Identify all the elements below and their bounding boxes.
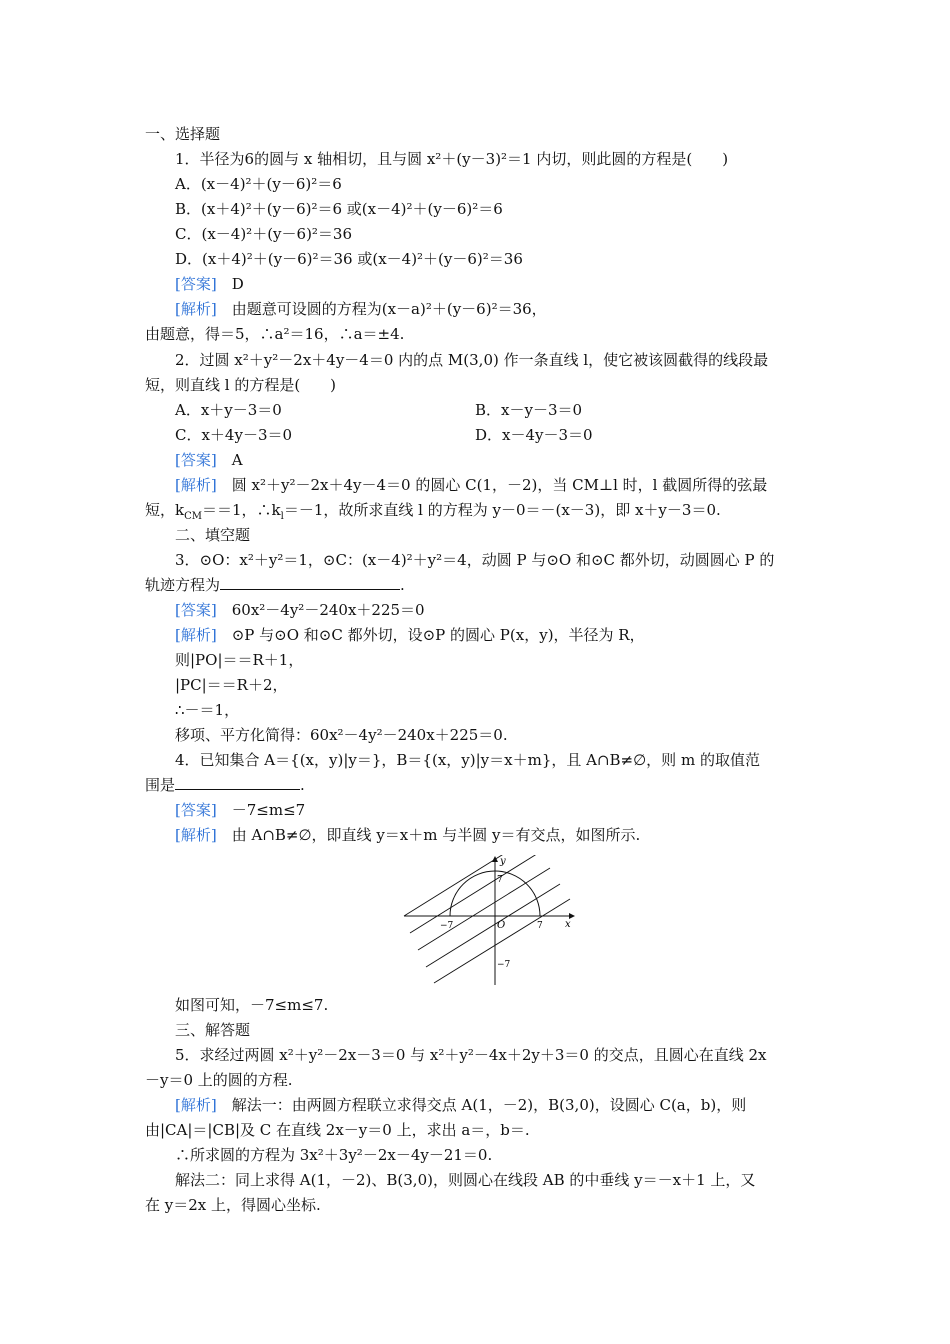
analysis-tag: [解析] bbox=[175, 1096, 217, 1114]
analysis-text: ⊙P 与⊙O 和⊙C 都外切，设⊙P 的圆心 P(x，y)，半径为 R， bbox=[231, 626, 645, 644]
answer-tag: [答案] bbox=[175, 601, 217, 619]
question-4-stem-cont: 围是 . bbox=[145, 776, 305, 794]
answer-tag: [答案] bbox=[175, 451, 217, 469]
answer-value: －7≤m≤7 bbox=[231, 801, 306, 819]
q5-analysis-line-3: ∴所求圆的方程为 3x²＋3y²－2x－4y－21＝0. bbox=[175, 1146, 493, 1164]
analysis-tag: [解析] bbox=[175, 826, 217, 844]
answer-tag: [答案] bbox=[175, 275, 217, 293]
question-4-stem: 4．已知集合 A＝{(x，y)|y＝}，B＝{(x，y)|y＝x＋m}，且 A∩B≠∅，则 m 的取值范 bbox=[175, 751, 760, 769]
x-axis-label: x bbox=[565, 919, 571, 930]
q1-option-a: A．(x－4)²＋(y－6)²＝6 bbox=[175, 175, 342, 193]
analysis-text: 由题意可设圆的方程为(x－a)²＋(y－6)²＝36， bbox=[231, 300, 547, 318]
answer-blank bbox=[175, 775, 300, 790]
question-2-stem-cont: 短，则直线 l 的方程是( ) bbox=[145, 376, 337, 394]
analysis-tag: [解析] bbox=[175, 476, 217, 494]
origin-label: O bbox=[497, 920, 506, 931]
tick-label-bottom: −7 bbox=[497, 960, 511, 970]
section-heading-choice: 一、选择题 bbox=[145, 125, 221, 143]
q3-analysis-line-2: 则|PO|＝＝R＋1， bbox=[175, 651, 304, 669]
semicircle-lines-figure bbox=[400, 855, 580, 985]
q1-option-c: C．(x－4)²＋(y－6)²＝36 bbox=[175, 225, 353, 243]
parallel-line bbox=[434, 899, 570, 983]
q4-conclusion: 如图可知，－7≤m≤7. bbox=[175, 996, 329, 1014]
q2-options-row-2 bbox=[175, 425, 840, 445]
q1-option-b: B．(x＋4)²＋(y－6)²＝6 或(x－4)²＋(y－6)²＝6 bbox=[175, 200, 503, 218]
q4-analysis bbox=[175, 825, 840, 845]
q3-analysis-line-5: 移项、平方化简得：60x²－4y²－240x＋225＝0. bbox=[175, 726, 508, 744]
parallel-line bbox=[418, 868, 550, 950]
q2-answer bbox=[175, 450, 840, 470]
q1-analysis bbox=[175, 299, 840, 319]
q1-option-d: D．(x＋4)²＋(y－6)²＝36 或(x－4)²＋(y－6)²＝36 bbox=[175, 250, 523, 268]
q5-method-2-cont: 在 y＝2x 上，得圆心坐标. bbox=[145, 1196, 321, 1214]
y-axis-label: y bbox=[500, 856, 506, 867]
answer-value: 60x²－4y²－240x＋225＝0 bbox=[231, 601, 425, 619]
tick-label-top: 7 bbox=[497, 875, 503, 885]
question-5-stem: 5．求经过两圆 x²＋y²－2x－3＝0 与 x²＋y²－4x＋2y＋3＝0 的交点，且圆心在直线 2x bbox=[175, 1046, 767, 1064]
q2-option-a: A．x＋y－3＝0 bbox=[175, 401, 282, 419]
tick-label-left: −7 bbox=[440, 921, 454, 931]
q2-analysis bbox=[175, 475, 840, 495]
analysis-text: 圆 x²＋y²－2x＋4y－4＝0 的圆心 C(1，－2)，当 CM⊥l 时，l 截圆所得的弦最 bbox=[231, 476, 768, 494]
analysis-text: 由 A∩B≠∅，即直线 y＝x＋m 与半圆 y＝有交点，如图所示. bbox=[231, 826, 641, 844]
analysis-tag: [解析] bbox=[175, 626, 217, 644]
section-heading-fill: 二、填空题 bbox=[175, 526, 251, 544]
q1-answer bbox=[175, 274, 840, 294]
parallel-line bbox=[404, 855, 510, 916]
q5-analysis bbox=[175, 1095, 840, 1115]
q3-answer bbox=[175, 600, 840, 620]
q3-analysis bbox=[175, 625, 840, 645]
q5-method-2: 解法二：同上求得 A(1，－2)、B(3,0)，则圆心在线段 AB 的中垂线 y＝－x＋1 上，又 bbox=[175, 1171, 756, 1189]
answer-value: A bbox=[231, 451, 243, 469]
q1-analysis-line-2: 由题意，得＝5，∴a²＝16，∴a＝±4. bbox=[145, 325, 405, 343]
q2-option-c: C．x＋4y－3＝0 bbox=[175, 426, 293, 444]
q2-analysis-line-2: 短，$k_{CM}==1$，$\therefore k_l=-1$，故所求直线 l 的方程为 y－0＝－(x－3)，即 x＋y－3＝0. bbox=[145, 501, 721, 522]
q2-option-b: B．x－y－3＝0 bbox=[475, 401, 583, 419]
question-5-stem-cont: －y＝0 上的圆的方程. bbox=[145, 1071, 293, 1089]
answer-tag: [答案] bbox=[175, 801, 217, 819]
q5-analysis-line-2: 由|CA|＝|CB|及 C 在直线 2x－y＝0 上，求出 a＝，b＝. bbox=[145, 1121, 530, 1139]
q2-options-row-1 bbox=[175, 400, 840, 420]
question-3-stem-cont: 轨迹方程为 . bbox=[145, 576, 405, 594]
analysis-tag: [解析] bbox=[175, 300, 217, 318]
section-heading-solve: 三、解答题 bbox=[175, 1021, 251, 1039]
answer-blank bbox=[220, 575, 400, 590]
q4-answer bbox=[175, 800, 840, 820]
q3-analysis-line-3: |PC|＝＝R＋2， bbox=[175, 676, 288, 694]
analysis-text: 解法一：由两圆方程联立求得交点 A(1，－2)，B(3,0)，设圆心 C(a，b)，则 bbox=[231, 1096, 747, 1114]
answer-value: D bbox=[231, 275, 244, 293]
q3-analysis-line-4: ∴－＝1， bbox=[175, 701, 240, 719]
q2-option-d: D．x－4y－3＝0 bbox=[475, 426, 593, 444]
tick-label-right: 7 bbox=[537, 921, 543, 931]
question-3-stem: 3．⊙O：x²＋y²＝1，⊙C：(x－4)²＋y²＝4，动圆 P 与⊙O 和⊙C 都外切，动圆圆心 P 的 bbox=[175, 551, 775, 569]
parallel-lines bbox=[404, 855, 570, 983]
question-1-stem: 1．半径为6的圆与 x 轴相切，且与圆 x²＋(y－3)²＝1 内切，则此圆的方程是( ) bbox=[175, 150, 729, 168]
question-2-stem: 2．过圆 x²＋y²－2x＋4y－4＝0 内的点 M(3,0) 作一条直线 l，使它被该圆截得的线段最 bbox=[175, 351, 769, 369]
parallel-line bbox=[410, 855, 540, 933]
